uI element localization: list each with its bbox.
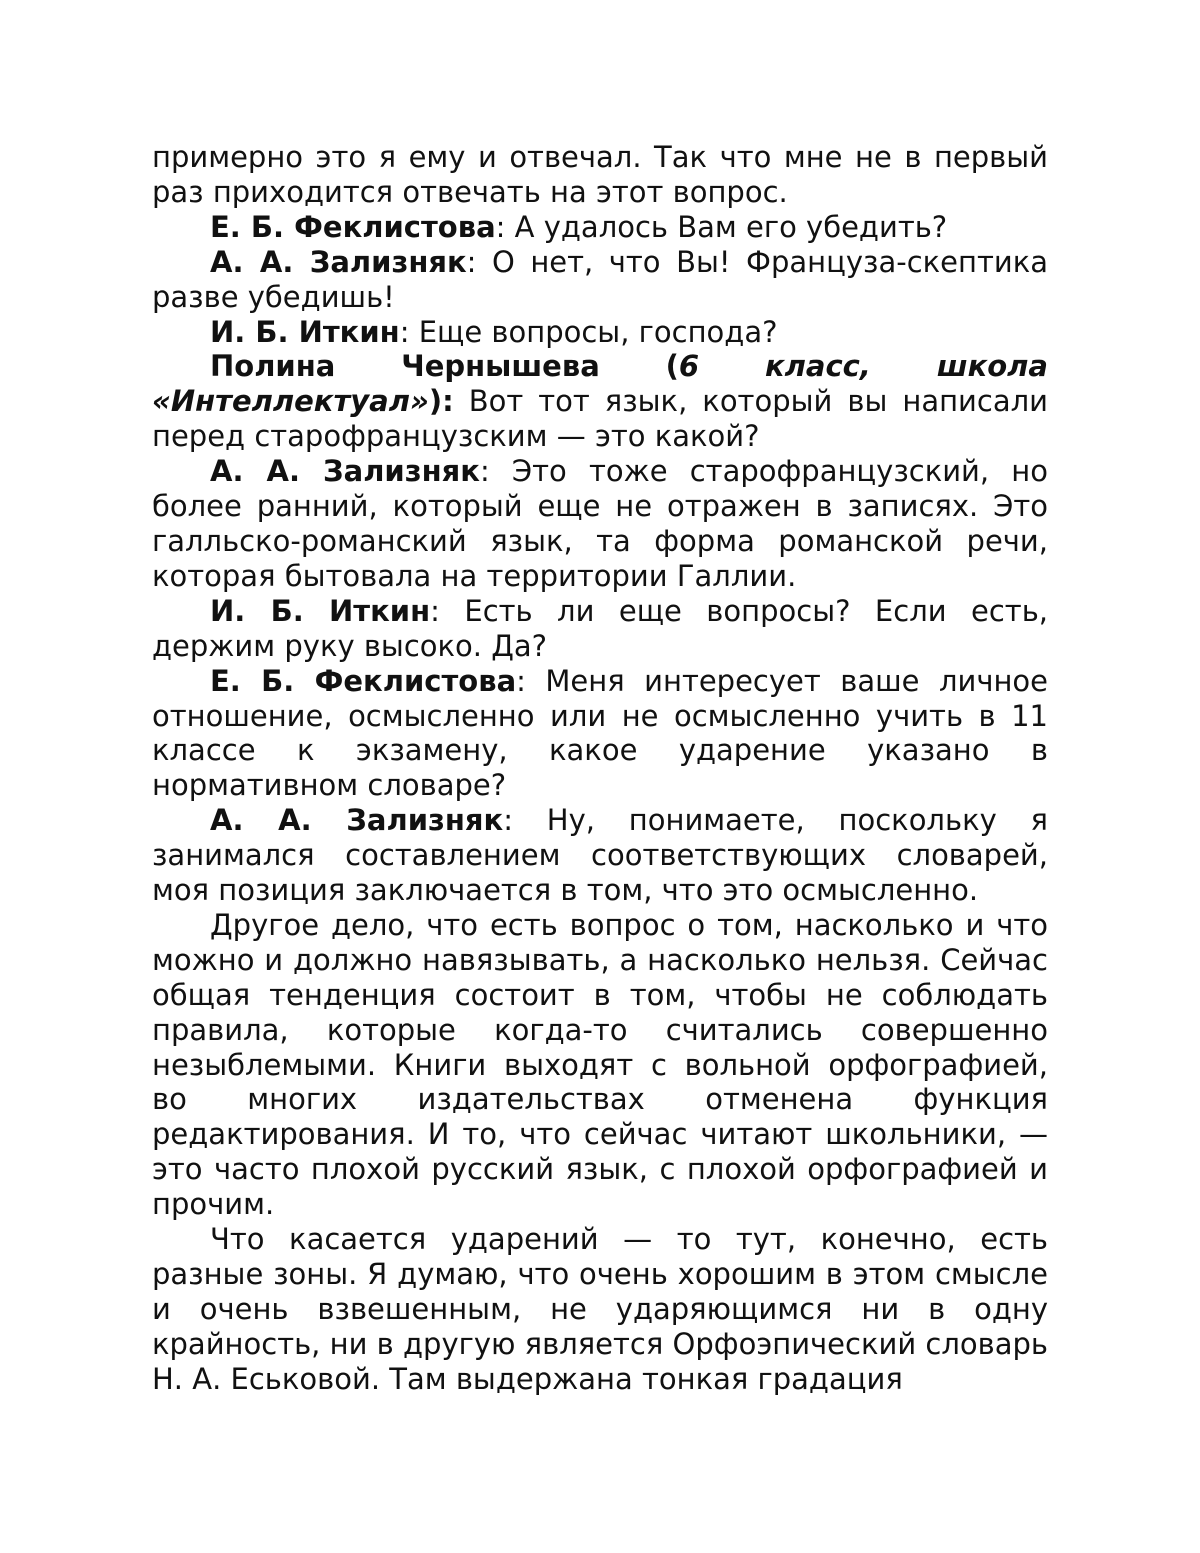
speech-text: А удалось Вам его убедить? bbox=[505, 209, 948, 244]
speaker-name: И. Б. Иткин bbox=[210, 593, 431, 628]
body-paragraph bbox=[152, 1222, 1048, 1397]
document-page bbox=[152, 140, 1048, 1397]
speech-paragraph bbox=[152, 245, 1048, 315]
speaker-affiliation: 6 класс, школа «Интеллектуал» bbox=[152, 349, 1048, 419]
speech-paragraph bbox=[152, 594, 1048, 664]
speaker-name: А. А. Зализняк bbox=[210, 454, 480, 489]
speech-text: Есть ли еще вопросы? Если есть, держим руку высоко. Да? bbox=[152, 593, 1048, 663]
speech-text: Вот тот язык, который вы написали перед старофранцузским — это какой? bbox=[152, 384, 1048, 454]
speech-paragraph bbox=[152, 315, 1048, 350]
speaker-separator: : bbox=[430, 593, 440, 628]
speaker-separator: : bbox=[503, 803, 513, 838]
speaker-name: И. Б. Иткин bbox=[210, 314, 400, 349]
speaker-separator: : bbox=[399, 314, 410, 349]
speaker-name: Е. Б. Феклистова bbox=[210, 663, 517, 698]
paragraph-text: примерно это я ему и отвечал. Так что мне не в первый раз приходится отвечать на этот вопрос. bbox=[152, 140, 1048, 209]
speech-text: Еще вопросы, господа? bbox=[409, 314, 778, 349]
speaker-separator: : bbox=[516, 663, 526, 698]
speaker-name: А. А. Зализняк bbox=[210, 803, 504, 838]
speaker-separator: : bbox=[495, 209, 506, 244]
speech-text: О нет, что Вы! Француза-скептика разве убедишь! bbox=[152, 244, 1048, 314]
speaker-name: А. А. Зализняк bbox=[210, 244, 467, 279]
paragraph-continuation bbox=[152, 140, 1048, 210]
speech-paragraph bbox=[152, 803, 1048, 908]
speech-paragraph bbox=[152, 210, 1048, 245]
speech-text: Меня интересует ваше личное отношение, осмысленно или не осмысленно учить в 11 классе к экзамену, какое ударение указано в нормативном словаре? bbox=[152, 663, 1049, 803]
speaker-name: Е. Б. Феклистова bbox=[210, 209, 496, 244]
body-paragraph bbox=[152, 908, 1048, 1222]
speaker-name-close: ): bbox=[428, 384, 454, 419]
speech-text: Это тоже старофранцузский, но более ранний, который еще не отражен в записях. Это галльско-романский язык, та форма романской речи, которая бытовала на территории Галлии. bbox=[152, 454, 1048, 593]
paragraph-text: Другое дело, что есть вопрос о том, насколько и что можно и должно навязывать, а насколько нельзя. Сейчас общая тенденция состоит в том, чтобы не соблюдать правила, которые когда-то считались совершенно незыблемыми. Книги выходят с вольной орфографией, во многих издательствах отменена функция редактирования. И то, что сейчас читают школьники, — это часто плохой русский язык, с плохой орфографией и прочим. bbox=[152, 907, 1048, 1222]
speaker-name: Полина Чернышева ( bbox=[210, 349, 679, 384]
speech-paragraph bbox=[152, 454, 1048, 594]
paragraph-text: Что касается ударений — то тут, конечно, есть разные зоны. Я думаю, что очень хорошим в этом смысле и очень взвешенным, не ударяющимся ни в одну крайность, ни в другую является Орфоэпический словарь Н. А. Еськовой. Там выдержана тонкая градация bbox=[152, 1222, 1048, 1396]
speech-paragraph bbox=[152, 349, 1048, 454]
speech-paragraph bbox=[152, 664, 1048, 804]
speaker-separator: : bbox=[479, 454, 490, 489]
speech-text: Ну, понимаете, поскольку я занимался составлением соответствующих словарей, моя позиция заключается в том, что это осмысленно. bbox=[152, 803, 1048, 908]
speaker-separator: : bbox=[466, 244, 477, 279]
